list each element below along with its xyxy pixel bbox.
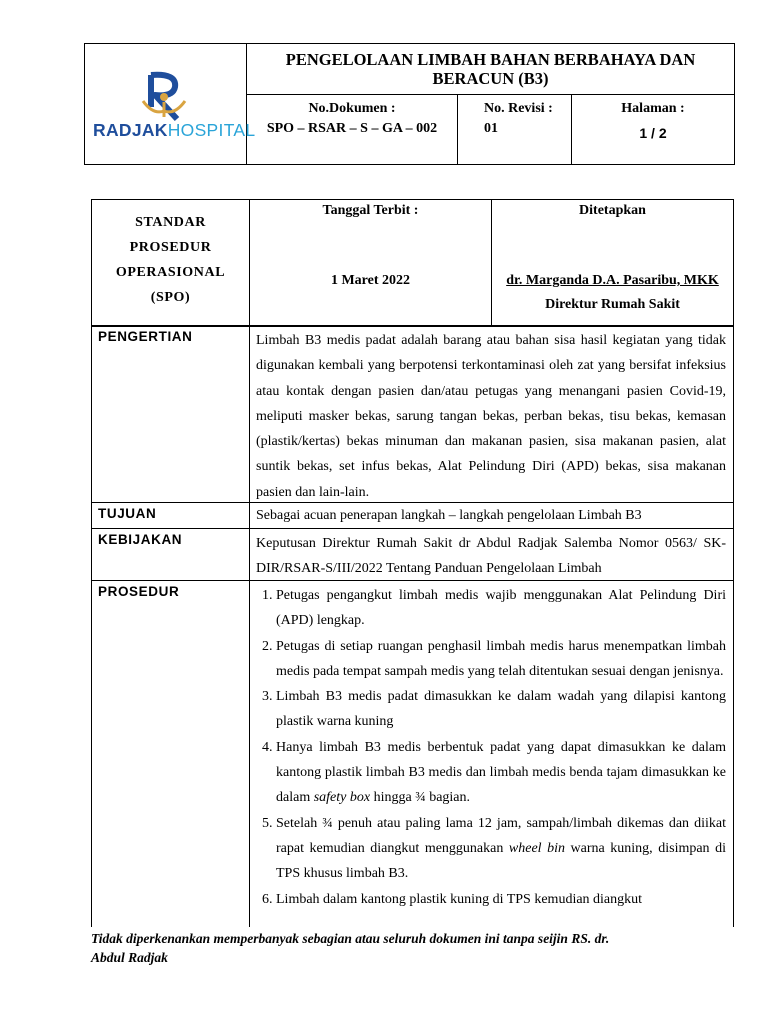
document-footer-note <box>91 929 691 967</box>
step-text: warna kuning, disimpan di TPS khusus limbah B3. <box>276 840 726 882</box>
step-emphasis: wheel bin <box>508 840 565 856</box>
spo-line: PROSEDUR <box>129 240 212 255</box>
tanggal-terbit-value: 1 Maret 2022 <box>330 273 411 288</box>
footer-line-2: Abdul Radjak <box>91 950 168 965</box>
row-tujuan <box>92 502 733 528</box>
tujuan-label: TUJUAN <box>92 503 250 528</box>
no-revisi-cell <box>458 95 572 164</box>
prosedur-label: PROSEDUR <box>92 581 250 927</box>
logo-cell <box>85 44 256 164</box>
no-dokumen-label: No.Dokumen : <box>308 101 396 116</box>
title-line-1: PENGELOLAAN LIMBAH BAHAN BERBAHAYA DAN <box>285 50 696 69</box>
step-text: Setelah ¾ penuh atau paling lama 12 jam, sampah/limbah dikemas dan diikat rapat kemudian diangkut menggunakan <box>276 815 726 856</box>
halaman-value: 1 / 2 <box>639 125 667 141</box>
spo-line: OPERASIONAL <box>115 265 226 280</box>
spo-label-cell <box>92 200 250 326</box>
kebijakan-text: Keputusan Direktur Rumah Sakit dr Abdul Radjak Salemba Nomor 0563/ SK-DIR/RSAR-S/III/2022 Tentang Panduan Pengelolaan Limbah <box>256 536 726 577</box>
spo-line: (SPO) <box>150 290 191 305</box>
pengertian-text: Limbah B3 medis padat adalah barang atau bahan sisa hasil kegiatan yang tidak digunakan kembali yang berpotensi terkontaminasi oleh zat yang bersifat infeksius atau kontak dengan pasien dan/atau petugas yang menangani pasien Covid-19, meliputi masker bekas, sarung tangan bekas, perban bekas, tisu bekas, kemasan (plastik/kertas) bekas minuman dan makanan pasien, sisa makanan pasien, alat suntik bekas, set infus bekas, Alat Pelindung Diri (APD) bekas, sisa makanan pasien dan lain-lain. <box>256 333 726 500</box>
kebijakan-label: KEBIJAKAN <box>92 529 250 580</box>
tanggal-terbit-label: Tanggal Terbit : <box>322 203 419 218</box>
step-emphasis: safety box <box>313 790 371 806</box>
tujuan-text: Sebagai acuan penerapan langkah – langkah pengelolaan Limbah B3 <box>256 508 642 523</box>
no-revisi-value: 01 <box>484 121 498 136</box>
no-dokumen-cell <box>247 95 458 164</box>
no-revisi-label: No. Revisi : <box>484 101 553 116</box>
radjak-emblem-icon <box>137 71 191 123</box>
pengertian-label: PENGERTIAN <box>92 326 250 502</box>
prosedur-step <box>276 735 726 811</box>
spo-line: STANDAR <box>135 215 206 230</box>
row-pengertian <box>92 326 733 502</box>
prosedur-step: 3. Limbah B3 medis padat dimasukkan ke dalam wadah yang dilapisi kantong plastik warna kuning <box>276 684 726 735</box>
ditetapkan-cell <box>492 200 733 326</box>
halaman-cell <box>572 95 734 164</box>
spo-body-table <box>91 325 734 927</box>
prosedur-step: 6. Limbah dalam kantong plastik kuning di TPS kemudian diangkut <box>276 887 726 912</box>
prosedur-content <box>250 581 733 912</box>
signer-title: Direktur Rumah Sakit <box>545 297 680 312</box>
ditetapkan-label: Ditetapkan <box>579 203 646 218</box>
row-kebijakan <box>92 528 733 580</box>
prosedur-step: 1. Petugas pengangkut limbah medis wajib menggunakan Alat Pelindung Diri (APD) lengkap. <box>276 583 726 634</box>
signer-name: dr. Marganda D.A. Pasaribu, MKK <box>506 273 719 288</box>
row-prosedur <box>92 580 733 927</box>
footer-line-1: Tidak diperkenankan memperbanyak sebagian atau seluruh dokumen ini tanpa seijin RS. dr. <box>91 931 610 946</box>
no-dokumen-value: SPO – RSAR – S – GA – 002 <box>266 121 438 136</box>
hospital-logo-text: RADJAKHOSPITAL <box>93 120 256 140</box>
prosedur-list <box>256 583 726 912</box>
step-text: Hanya limbah B3 medis berbentuk padat yang dapat dimasukkan ke dalam kantong plastik limbah B3 medis dan limbah medis benda tajam dimasukkan ke dalam <box>276 739 726 806</box>
tanggal-terbit-cell <box>250 200 492 326</box>
halaman-label: Halaman : <box>621 101 685 116</box>
spo-info-table <box>91 199 734 327</box>
document-title <box>247 44 734 95</box>
step-text: hingga ¾ bagian. <box>370 790 471 806</box>
document-header <box>84 43 735 165</box>
title-line-2: BERACUN (B3) <box>432 69 549 88</box>
prosedur-step <box>276 811 726 887</box>
prosedur-step: 2. Petugas di setiap ruangan penghasil limbah medis harus menempatkan limbah medis pada tempat sampah medis yang telah ditentukan sesuai dengan jenisnya. <box>276 634 726 685</box>
